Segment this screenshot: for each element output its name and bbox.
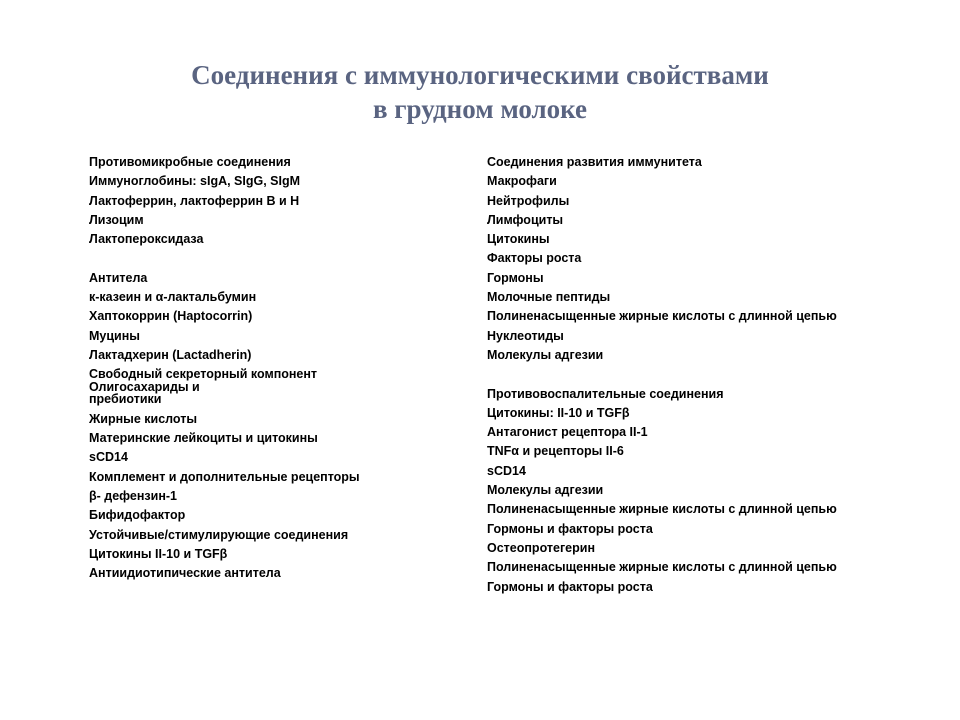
list-item: Лимфоциты (487, 212, 564, 227)
slide-title-line-2: в грудном молоке (372, 94, 588, 124)
list-spacer (487, 365, 927, 384)
list-item: Лактадхерин (Lactadherin) (89, 347, 252, 362)
list-item: sCD14 (89, 450, 128, 465)
list-item: Цитокины II-10 и TGFβ (89, 546, 228, 561)
list-item: Цитокины (487, 232, 550, 247)
left-column-list (89, 153, 439, 583)
list-item: Жирные кислоты (89, 411, 198, 426)
list-item: Гормоны и факторы роста (487, 579, 653, 594)
list-item: Факторы роста (487, 251, 582, 266)
list-item: Противомикробные соединения (89, 155, 291, 169)
list-item: Гормоны (487, 270, 544, 285)
list-item: Противовоспалительные соединения (487, 386, 724, 401)
list-item: Соединения развития иммунитета (487, 155, 702, 169)
list-item: Полиненасыщенные жирные кислоты с длинной цепью (487, 309, 837, 324)
list-item: Цитокины: II-10 и TGFβ (487, 405, 630, 420)
list-item: Лизоцим (89, 212, 144, 227)
list-item: TNFα и рецепторы II-6 (487, 444, 624, 459)
list-item: Антитела (89, 270, 148, 285)
right-column-list (487, 153, 927, 597)
list-item: Свободный секреторный компонент (89, 367, 318, 382)
slide-title-line-1: Соединения с иммунологическими свойствами (191, 60, 769, 90)
list-item: Комплемент и дополнительные рецепторы (89, 469, 360, 484)
list-item: Устойчивые/стимулирующие соединения (89, 527, 349, 542)
list-item: Полиненасыщенные жирные кислоты с длинной цепью (487, 560, 837, 575)
list-item: к-казеин и α-лактальбумин (89, 290, 257, 305)
list-item: Остеопротегерин (487, 540, 595, 555)
slide-title (0, 58, 960, 126)
list-item: Бифидофактор (89, 508, 186, 523)
list-item: Муцины (89, 328, 140, 343)
list-item: Антагонист рецептора II-1 (487, 425, 648, 440)
list-item: Молекулы адгезии (487, 483, 604, 498)
list-item: sCD14 (487, 463, 526, 478)
list-item: Гормоны и факторы роста (487, 521, 653, 536)
list-item: Полиненасыщенные жирные кислоты с длинной цепью (487, 502, 837, 517)
list-item: Материнские лейкоциты и цитокины (89, 431, 318, 446)
list-item: Хаптокоррин (Haptocorrin) (89, 309, 253, 324)
list-item: Молекулы адгезии (487, 347, 604, 362)
list-item: β- дефензин-1 (89, 488, 177, 503)
list-item: Антиидиотипические антитела (89, 566, 281, 581)
list-item: Иммуноглобины: sIgA, SIgG, SIgM (89, 174, 301, 189)
list-item: пребиотики (89, 392, 162, 407)
list-item: Лактопероксидаза (89, 232, 204, 247)
list-item: Нейтрофилы (487, 193, 570, 208)
list-item: Нуклеотиды (487, 328, 564, 343)
list-item: Олигосахариды и (89, 379, 200, 394)
list-item: Лактоферрин, лактоферрин B и H (89, 193, 300, 208)
list-item: Макрофаги (487, 174, 557, 189)
list-spacer (89, 249, 439, 268)
list-item: Молочные пептиды (487, 290, 611, 305)
